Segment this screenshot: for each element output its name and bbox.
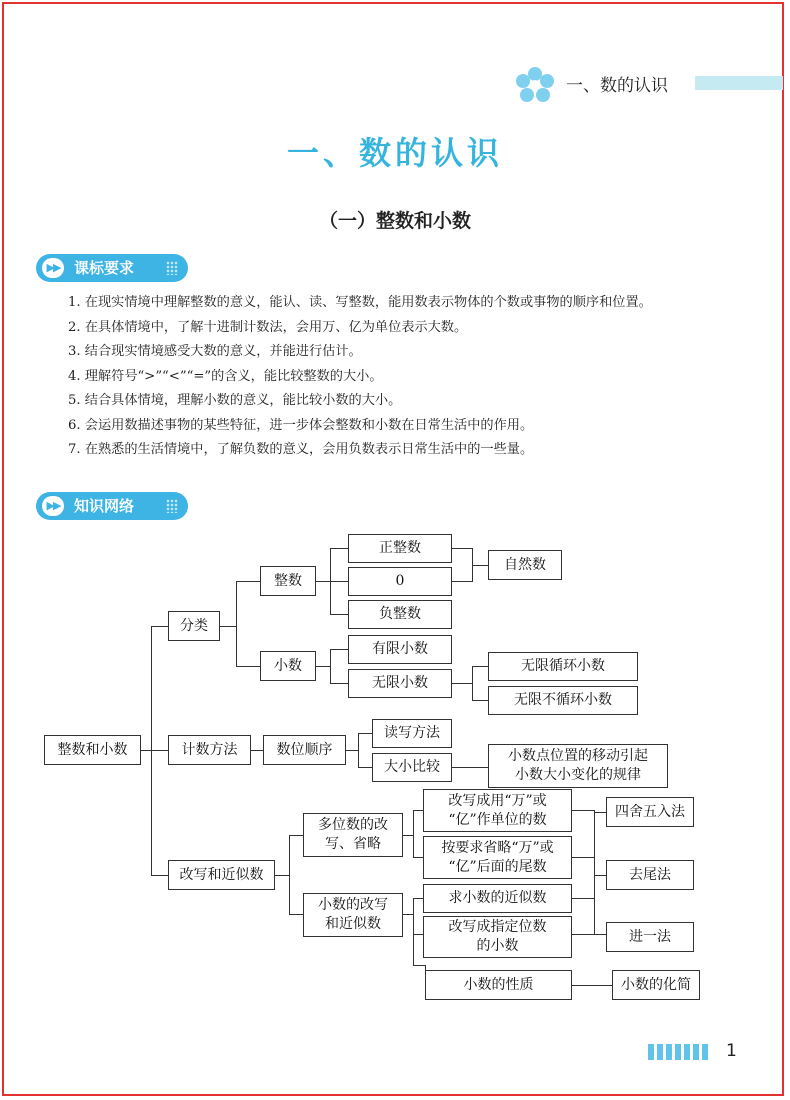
node-truncate: 去尾法 bbox=[606, 860, 694, 890]
connector-line bbox=[572, 857, 594, 858]
connector-line bbox=[330, 683, 348, 684]
node-negative-integer: 负整数 bbox=[348, 600, 452, 629]
node-multi-digit bbox=[303, 813, 403, 857]
chapter-title: 一、数的认识 bbox=[286, 134, 503, 172]
requirement-item: 1. 在现实情境中理解整数的意义，能认、读、写整数，能用数表示物体的个数或事物的顺序和位置。 bbox=[68, 295, 652, 310]
connector-line bbox=[151, 750, 168, 751]
node-rewrite-digits-line1: 改写成指定位数 bbox=[448, 919, 547, 935]
node-zero: 0 bbox=[348, 567, 452, 596]
connector-line bbox=[358, 733, 372, 734]
connector-line bbox=[594, 812, 606, 813]
connector-line bbox=[572, 810, 594, 811]
node-point-move-line1: 小数点位置的移动引起 bbox=[508, 748, 648, 764]
connector-line bbox=[452, 548, 472, 549]
connector-line bbox=[289, 835, 303, 836]
connector-line bbox=[358, 767, 372, 768]
node-read-write: 读写方法 bbox=[372, 719, 452, 748]
connector-line bbox=[330, 581, 348, 582]
node-finite-decimal: 有限小数 bbox=[348, 635, 452, 664]
node-multi-digit-line2: 写、省略 bbox=[325, 836, 381, 852]
connector-line bbox=[346, 750, 358, 751]
page-stripes-decoration bbox=[648, 1044, 714, 1060]
connector-line bbox=[151, 875, 168, 876]
connector-line bbox=[572, 985, 612, 986]
double-arrow-icon: ▶▶ bbox=[42, 258, 64, 278]
node-rewrite-unit-line2: “亿”作单位的数 bbox=[448, 811, 547, 828]
requirement-item: 6. 会运用数描述事物的某些特征，进一步体会整数和小数在日常生活中的作用。 bbox=[68, 417, 534, 433]
connector-line bbox=[413, 810, 414, 858]
connector-line bbox=[472, 565, 488, 566]
connector-line bbox=[413, 898, 423, 899]
node-decimal-rewrite-line1: 小数的改写 bbox=[318, 897, 388, 913]
connector-line bbox=[413, 898, 414, 965]
connector-line bbox=[330, 649, 348, 650]
section-subtitle: （一）整数和小数 bbox=[318, 210, 471, 232]
node-infinite-decimal: 无限小数 bbox=[348, 669, 452, 698]
connector-line bbox=[358, 733, 359, 767]
node-nonrepeating-decimal: 无限不循环小数 bbox=[488, 686, 638, 715]
node-rewrite-approx: 改写和近似数 bbox=[168, 860, 275, 890]
connector-line bbox=[289, 914, 303, 915]
node-multi-digit-line1: 多位数的改 bbox=[318, 817, 388, 833]
connector-line bbox=[151, 626, 168, 627]
connector-line bbox=[275, 875, 289, 876]
node-natural-number: 自然数 bbox=[488, 550, 562, 580]
node-point-move bbox=[488, 744, 668, 788]
connector-line bbox=[220, 626, 236, 627]
connector-line bbox=[594, 810, 595, 935]
node-round-up: 进一法 bbox=[606, 922, 694, 952]
connector-line bbox=[236, 581, 237, 667]
node-repeating-decimal: 无限循环小数 bbox=[488, 652, 638, 681]
node-rewrite-digits-line2: 的小数 bbox=[476, 938, 519, 954]
node-omit-tail-line2: “亿”后面的尾数 bbox=[448, 858, 547, 875]
node-point-move-line2: 小数大小变化的规律 bbox=[515, 767, 641, 783]
node-counting-method: 计数方法 bbox=[168, 735, 251, 765]
connector-line bbox=[251, 750, 263, 751]
double-arrow-icon: ▶▶ bbox=[42, 496, 64, 516]
connector-line bbox=[452, 581, 472, 582]
connector-line bbox=[572, 934, 594, 935]
connector-line bbox=[413, 810, 423, 811]
node-rounding: 四舍五入法 bbox=[606, 797, 694, 827]
connector-line bbox=[472, 700, 488, 701]
node-rewrite-unit bbox=[423, 789, 572, 832]
connector-line bbox=[236, 666, 260, 667]
node-place-order: 数位顺序 bbox=[263, 735, 346, 765]
connector-line bbox=[236, 581, 260, 582]
node-decimal: 小数 bbox=[260, 651, 316, 681]
connector-line bbox=[413, 934, 423, 935]
connector-line bbox=[403, 835, 413, 836]
connector-line bbox=[403, 914, 413, 915]
requirement-item: 7. 在熟悉的生活情境中，了解负数的意义，会用负数表示日常生活中的一些量。 bbox=[68, 442, 534, 457]
node-omit-tail-line1: 按要求省略“万”或 bbox=[441, 839, 554, 856]
node-decimal-simplify: 小数的化简 bbox=[612, 970, 700, 1000]
connector-line bbox=[316, 666, 330, 667]
node-omit-tail bbox=[423, 836, 572, 879]
connector-line bbox=[452, 767, 488, 768]
page-number: 1 bbox=[726, 1041, 737, 1061]
connector-line bbox=[330, 548, 348, 549]
connector-line bbox=[289, 835, 290, 914]
connector-line bbox=[572, 898, 594, 899]
connector-line bbox=[413, 965, 425, 966]
node-decimal-property: 小数的性质 bbox=[425, 970, 572, 1000]
requirements-label: 课标要求 bbox=[74, 259, 135, 277]
connector-line bbox=[452, 683, 472, 684]
requirement-item: 4. 理解符号“>”“<”“=”的含义，能比较整数的大小。 bbox=[68, 368, 383, 384]
running-header: 一、数的认识 bbox=[566, 76, 668, 96]
requirement-item: 5. 结合具体情境，理解小数的意义，能比较小数的大小。 bbox=[68, 393, 402, 408]
node-integer: 整数 bbox=[260, 566, 316, 596]
node-rewrite-unit-line1: 改写成用“万”或 bbox=[448, 792, 547, 809]
connector-line bbox=[472, 666, 488, 667]
connector-line bbox=[316, 581, 330, 582]
node-classify: 分类 bbox=[168, 611, 220, 641]
requirement-item: 3. 结合现实情境感受大数的意义，并能进行估计。 bbox=[68, 344, 362, 359]
node-root: 整数和小数 bbox=[44, 735, 141, 765]
node-compare: 大小比较 bbox=[372, 753, 452, 782]
node-positive-integer: 正整数 bbox=[348, 534, 452, 563]
requirement-item: 2. 在具体情境中，了解十进制计数法，会用万、亿为单位表示大数。 bbox=[68, 319, 468, 335]
connector-line bbox=[594, 934, 606, 935]
network-label: 知识网络 bbox=[74, 497, 135, 515]
connector-line bbox=[141, 750, 151, 751]
node-decimal-approx: 求小数的近似数 bbox=[423, 884, 572, 913]
connector-line bbox=[330, 649, 331, 683]
node-decimal-rewrite bbox=[303, 893, 403, 937]
connector-line bbox=[330, 614, 348, 615]
connector-line bbox=[594, 875, 606, 876]
connector-line bbox=[472, 666, 473, 700]
node-rewrite-digits bbox=[423, 916, 572, 958]
node-decimal-rewrite-line2: 和近似数 bbox=[325, 916, 381, 932]
connector-line bbox=[413, 857, 423, 858]
